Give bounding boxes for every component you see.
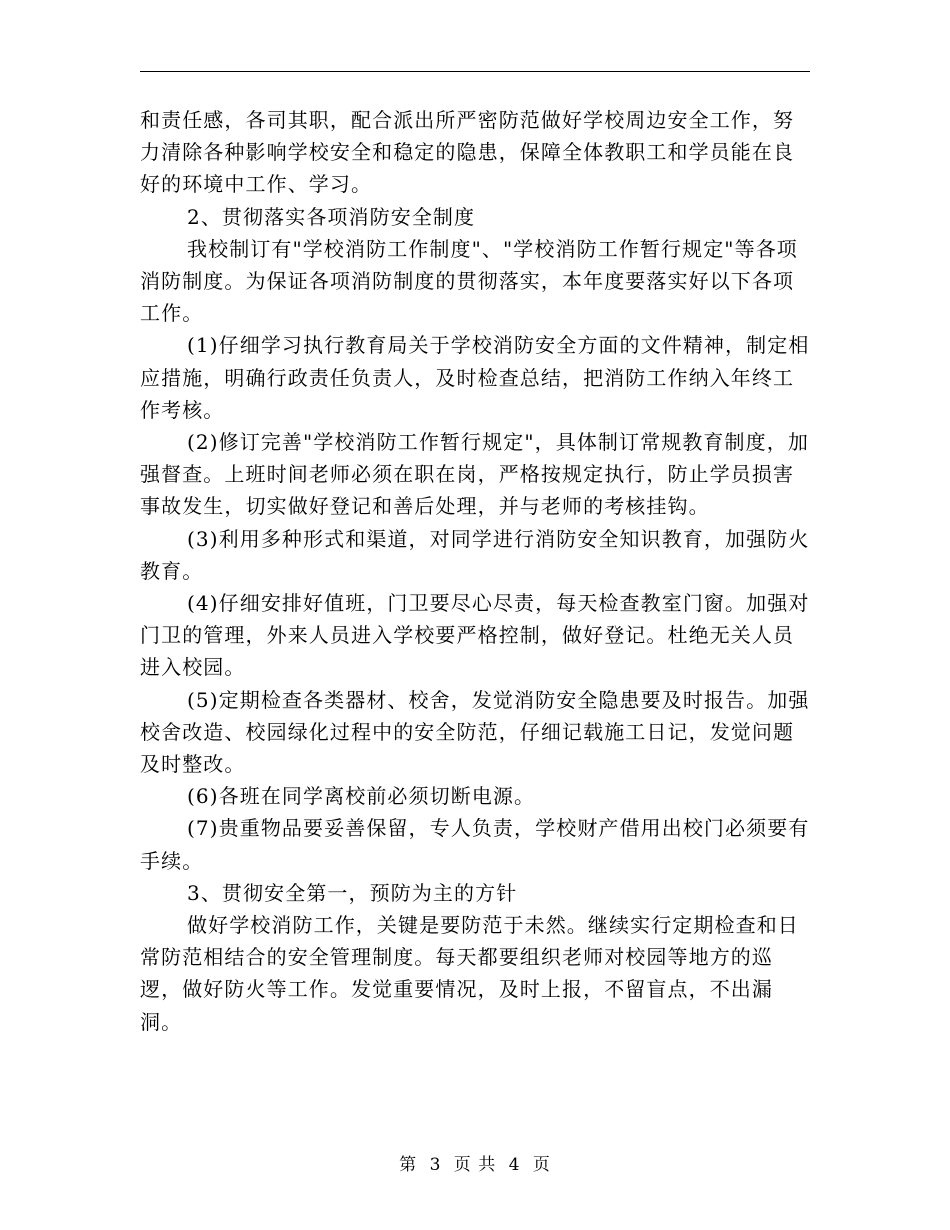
list-item: (7)贵重物品要妥善保留，专人负责，学校财产借用出校门必须要有手续。 [140, 816, 810, 873]
list-item: (6)各班在同学离校前必须切断电源。 [187, 784, 536, 809]
page-suffix: 页 [532, 1155, 551, 1175]
list-item: (3)利用多种形式和渠道，对同学进行消防安全知识教育，加强防火教育。 [140, 526, 810, 583]
document-body [140, 104, 810, 1038]
list-item: (2)修订完善"学校消防工作暂行规定"，具体制订常规教育制度，加强督查。上班时间老师必须在职在岗，严格按规定执行，防止学员损害事故发生，切实做好登记和善后处理，并与老师的考核挂钩。 [140, 430, 809, 519]
paragraph: 做好学校消防工作，关键是要防范于未然。继续实行定期检查和日常防范相结合的安全管理制度。每天都要组织老师对校园等地方的巡逻，做好防火等工作。发觉重要情况，及时上报，不留盲点，不出漏洞。 [140, 913, 799, 1034]
list-item: (5)定期检查各类器材、校舍，发觉消防安全隐患要及时报告。加强校舍改造、校园绿化过程中的安全防范，仔细记载施工日记，发觉问题及时整改。 [140, 687, 810, 777]
section-heading: 2、贯彻落实各项消防安全制度 [187, 204, 476, 229]
list-item: (1)仔细学习执行教育局关于学校消防安全方面的文件精神，制定相应措施，明确行政责任负责人，及时检查总结，把消防工作纳入年终工作考核。 [140, 333, 810, 422]
page-middle-text: 页 共 [453, 1155, 497, 1175]
current-page-number: 3 [429, 1155, 442, 1175]
paragraph: 和责任感，各司其职，配合派出所严密防范做好学校周边安全工作，努力清除各种影响学校安全和稳定的隐患，保障全体教职工和学员能在良好的环境中工作、学习。 [140, 108, 795, 197]
paragraph: 我校制订有"学校消防工作制度"、"学校消防工作暂行规定"等各项消防制度。为保证各项消防制度的贯彻落实，本年度要落实好以下各项工作。 [140, 236, 798, 326]
header-rule [140, 71, 810, 72]
section-heading: 3、贯彻安全第一，预防为主的方针 [187, 880, 518, 905]
page-number-footer [0, 1153, 950, 1177]
list-item: (4)仔细安排好值班，门卫要尽心尽责，每天检查教室门窗。加强对门卫的管理，外来人员进入学校要严格控制，做好登记。杜绝无关人员进入校园。 [140, 591, 810, 680]
total-pages-number: 4 [508, 1155, 521, 1175]
page-prefix: 第 [399, 1155, 418, 1175]
